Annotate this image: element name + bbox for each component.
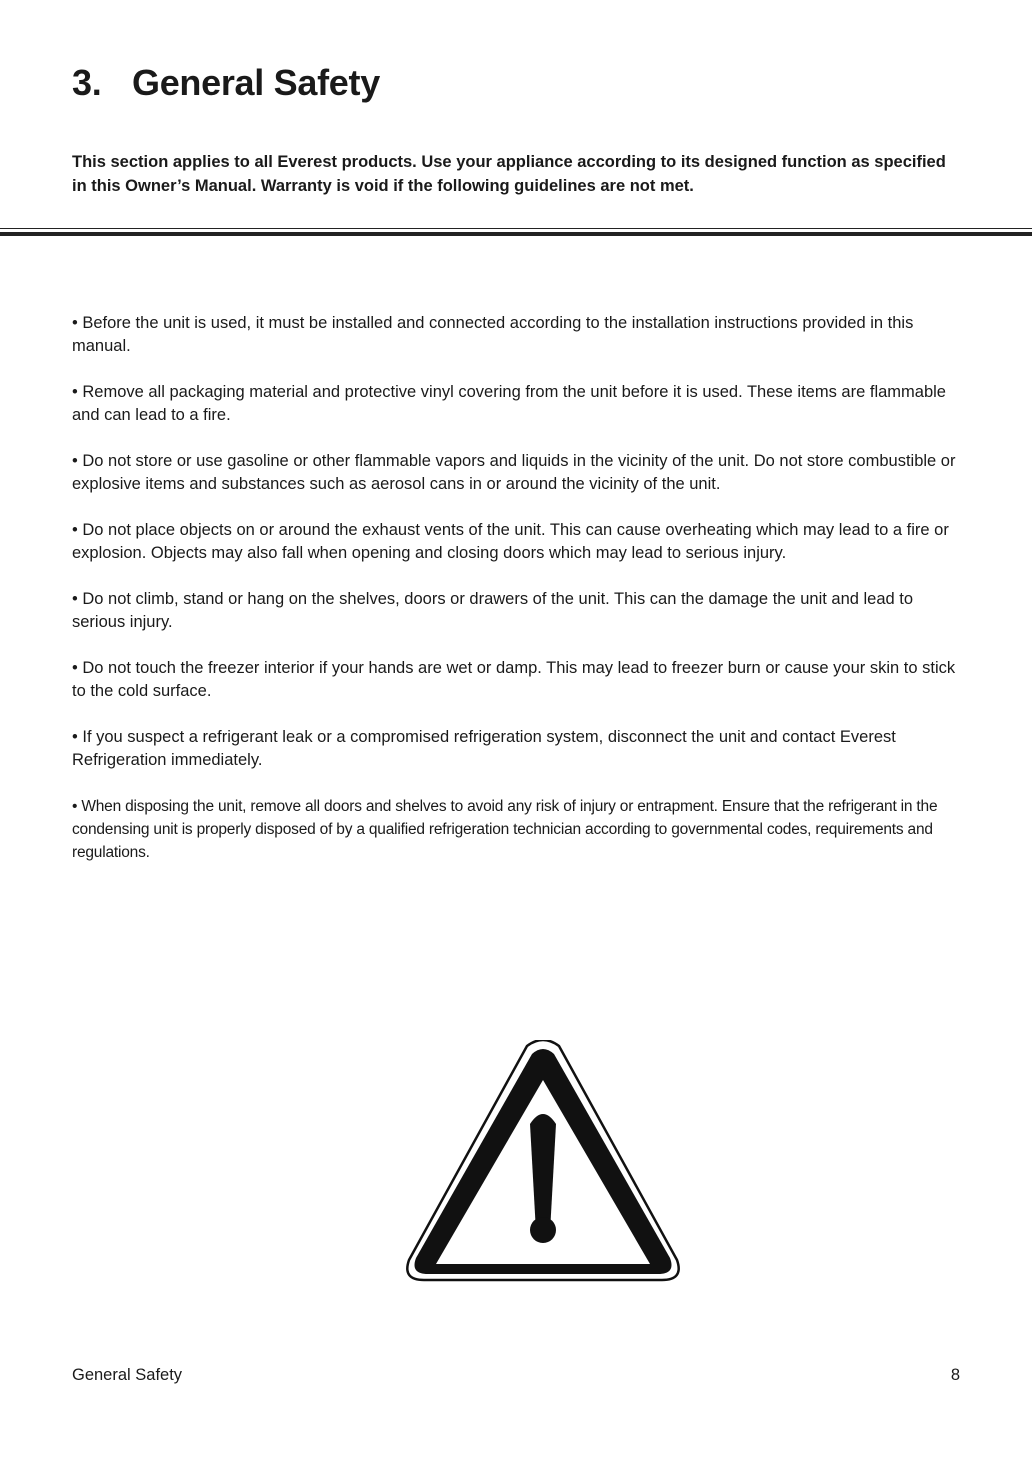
safety-item-climbing: • Do not climb, stand or hang on the shelves, doors or drawers of the unit. This can the damage the unit and lead to serious injury. [72,590,914,631]
safety-list [72,312,964,887]
page-title [72,62,380,104]
safety-item-flammables: • Do not store or use gasoline or other flammable vapors and liquids in the vicinity of the unit. Do not store combustible or explosive items and substances such as aerosol cans in or around the vicinity of the unit. [72,452,956,493]
divider-thick [0,232,1032,236]
section-title: General Safety [132,62,380,103]
safety-item-disposal: • When disposing the unit, remove all doors and shelves to avoid any risk of injury or entrapment. Ensure that the refrigerant in the condensing unit is properly disposed of by a qualified refrigeration technician according to governmental codes, requirements and regulations. [72,798,938,861]
safety-item-refrigerant-leak: • If you suspect a refrigerant leak or a compromised refrigeration system, disconnect the unit and contact Everest Refrigeration immediately. [72,728,896,769]
intro-paragraph: This section applies to all Everest products. Use your appliance according to its designed function as specified in this Owner’s Manual. Warranty is void if the following guidelines are not met. [72,153,946,195]
safety-item-packaging: • Remove all packaging material and protective vinyl covering from the unit before it is used. These items are flammable and can lead to a fire. [72,383,946,424]
warning-triangle-icon [404,1040,682,1282]
footer-page-number: 8 [950,1366,960,1384]
safety-item-installation: • Before the unit is used, it must be installed and connected according to the installation instructions provided in this manual. [72,314,914,355]
safety-item-exhaust-vents: • Do not place objects on or around the exhaust vents of the unit. This can cause overheating which may lead to a fire or explosion. Objects may also fall when opening and closing doors which may lead to serious injury. [72,521,949,562]
section-number: 3. [72,62,102,103]
exclamation-dot [530,1217,556,1243]
safety-item-freezer-interior: • Do not touch the freezer interior if your hands are wet or damp. This may lead to freezer burn or cause your skin to stick to the cold surface. [72,659,956,700]
footer-section-name: General Safety [72,1366,183,1384]
divider-thin [0,228,1032,229]
